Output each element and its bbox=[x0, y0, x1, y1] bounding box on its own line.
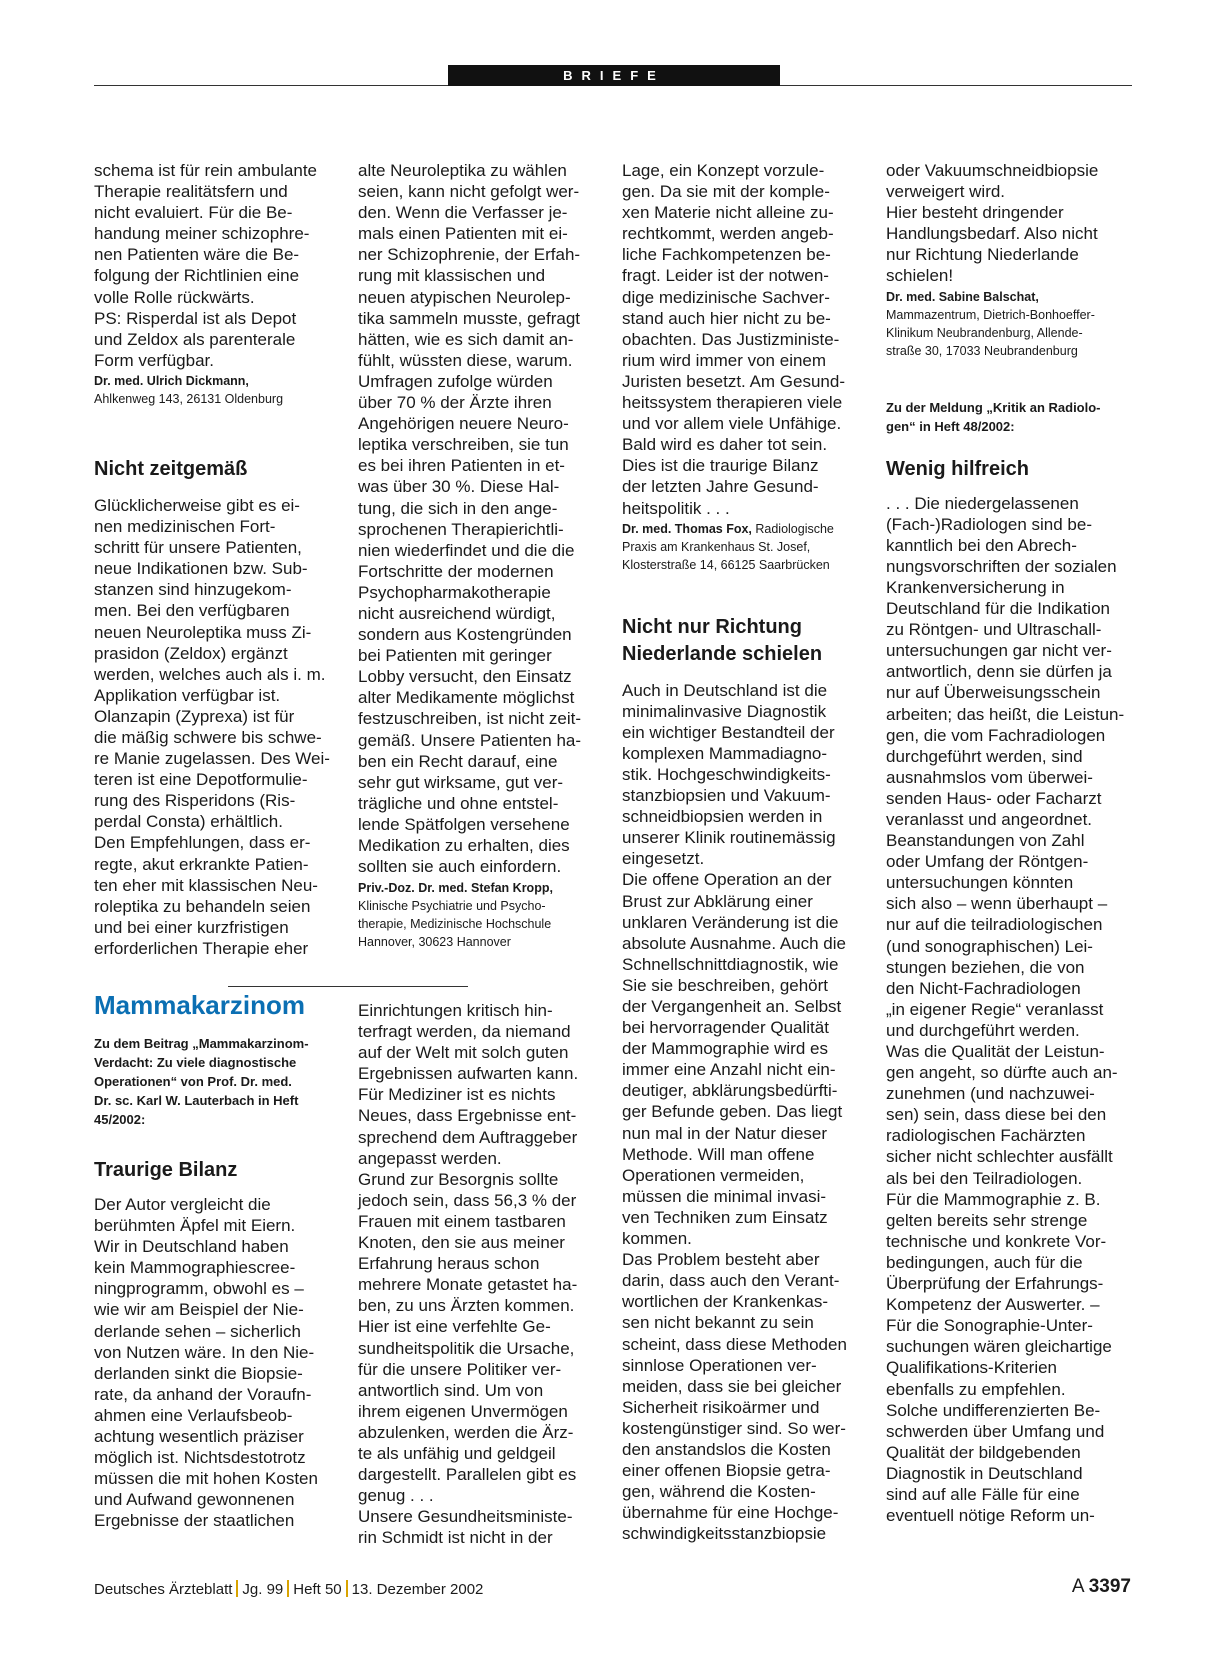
heading-wenig-hilfreich: Wenig hilfreich bbox=[886, 457, 1029, 480]
footer-separator bbox=[236, 1580, 238, 1597]
letter-traurige-bilanz-continued: Einrichtungen kritisch hin- terfragt werden, da niemand auf der Welt mit solch guten Ergebnissen aufwarten kann. Für Mediziner ist es nichts Neues, dass Ergebnisse ent- sprechend dem Auftraggeber angepasst werden. Grund zur Besorgnis sollte jedoch sein, dass 56,3 % der Frauen mit einem tastbaren Knoten, den sie aus meiner Erfahrung heraus schon mehrere Monate getastet ha- ben, zu uns Ärzten kommen. Hier ist eine verfehlte Ge- sundheitspolitik die Ursache, für die unsere Politiker ver- antwortlich sind. Um von ihrem eigenen Unvermögen abzulenken, werden die Ärz- te als unfähig und geldgeil dargestellt. Parallelen gibt es genug . . . Unsere Gesundheitsministe- rin Schmidt ist nicht in der bbox=[358, 1001, 579, 1548]
signature-kropp bbox=[358, 879, 620, 951]
section-header: BRIEFE bbox=[448, 65, 780, 86]
signature-dickmann bbox=[94, 372, 349, 408]
signature-name: Dr. med. Ulrich Dickmann, bbox=[94, 373, 249, 388]
letter-traurige-bilanz-text: Der Autor vergleicht die berühmten Äpfel mit Eiern. Wir in Deutschland haben kein Mammographiescree- ningprogramm, obwohl es – wie wir am Beispiel der Nie- derlande sehen – sicherlich von Nutzen wäre. In den Nie- derlanden sinkt die Biopsie- rate, da anhand der Voraufn- ahmen eine Verlaufsbeob- achtung wesentlich präziser möglich ist. Nichtsdestotrotz müssen die mit hohen Kosten und Aufwand gewonnenen Ergebnisse der staatlichen bbox=[94, 1195, 318, 1531]
article-reference-radiologen: Zu der Meldung „Kritik an Radiolo- gen“ in Heft 48/2002: bbox=[886, 399, 1101, 434]
letter-nicht-zeitgemaess-text: Glücklicherweise gibt es ei- nen medizinischen Fort- schritt für unsere Patienten, neue Indikationen bzw. Sub- stanzen sind hinzugekom- men. Bei den verfügbaren neuen Neuroleptika muss Zi- prasidon (Zeldox) ergänzt werden, welches auch als i. m. Applikation verfügbar ist. Olanzapin (Zyprexa) ist für die mäßig schwere bis schwe- re Manie zugelassen. Des Wei- teren ist eine Depotformulie- rung des Risperidons (Ris- perdal Consta) erhältlich. Den Empfehlungen, dass er- regte, akut erkrankte Patien- ten eher mit klassischen Neu- roleptika zu behandeln seien und bei einer kurzfristigen erforderlichen Therapie eher bbox=[94, 495, 330, 958]
letter-niederlande-text: Auch in Deutschland ist die minimalinvasive Diagnostik ein wichtiger Bestandteil der komplexen Mammadiagno- stik. Hochgeschwindigkeits- stanzbiopsien und Vakuum- schneidbiopsien werden in unserer Klinik routinemässig eingesetzt. Die offene Operation an der Brust zur Abklärung einer unklaren Veränderung ist die absolute Ausnahme. Auch die Schnellschnittdiagnostik, wie Sie sie beschreiben, gehört der Vergangenheit an. Selbst bei hervorragender Qualität der Mammographie wird es immer eine Anzahl nicht ein- deutiger, abklärungsbedürfti- ger Befunde geben. Das liegt nun mal in der Natur dieser Methode. Will man offene Operationen vermeiden, müssen die minimal invasi- ven Techniken zum Einsatz kommen. Das Problem besteht aber darin, dass auch den Verant- wortlichen der Krankenkas- sen nicht bekannt zu sein scheint, dass diese Methoden sinnlose Operationen ver- meiden, dass sie bei gleicher Sicherheit risikoärmer und kostengünstiger sind. So wer- den anstandslos die Kosten einer offenen Biopsie getra- gen, während die Kosten- übernahme für eine Hochge- schwindigkeitsstanzbiopsie bbox=[622, 680, 847, 1544]
column-2-top bbox=[358, 160, 620, 951]
heading-traurige-bilanz: Traurige Bilanz bbox=[94, 1159, 238, 1181]
page-prefix: A bbox=[1071, 1576, 1084, 1597]
column-4 bbox=[886, 160, 1136, 1526]
letter-traurige-bilanz-end: Lage, ein Konzept vorzule- gen. Da sie mit der komple- xen Materie nicht alleine zu- rechtkommt, werden angeb- liche Fachkompetenzen be- fragt. Leider ist der notwen- dige medizinische Sachver- stand auch hier nicht zu be- obachten. Das Justizministe- rium wird immer von einem Juristen besetzt. Am Gesund- heitssystem therapieren viele und vor allem viele Unfähige. Bald wird es daher tot sein. Dies ist die traurige Bilanz der letzten Jahre Gesund- heitspolitik . . . bbox=[622, 161, 845, 518]
issue: Heft 50 bbox=[293, 1581, 342, 1598]
column-3 bbox=[622, 160, 884, 1544]
signature-balschat bbox=[886, 288, 1136, 360]
journal-name: Deutsches Ärzteblatt bbox=[94, 1581, 233, 1598]
article-reference-intro: Zu dem Beitrag „Mammakarzinom- Verdacht: Zu viele diagnostische Operationen“ von Prof. Dr. med. Dr. sc. Karl W. Lauterbach in Heft 45/2002: bbox=[94, 1036, 309, 1127]
footer-citation bbox=[94, 1580, 483, 1598]
mamma-column-1 bbox=[94, 988, 334, 1532]
letter-continuation-text: schema ist für rein ambulante Therapie realitätsfern und nicht evaluiert. Für die Be- handung meiner schizophre- nen Patienten wäre die Be- folgung der Richtlinien eine volle Rolle rückwärts. PS: Risperdal ist als Depot und Zeldox als parenterale Form verfügbar. bbox=[94, 161, 317, 370]
volume: Jg. 99 bbox=[242, 1581, 284, 1598]
section-title-mammakarzinom: Mammakarzinom bbox=[94, 990, 305, 1020]
signature-address: Mammazentrum, Dietrich-Bonhoeffer- Klinikum Neubrandenburg, Allende- straße 30, 17033 Neubrandenburg bbox=[886, 307, 1095, 358]
letter-niederlande-end: oder Vakuumschneidbiopsie verweigert wird. Hier besteht dringender Handlungsbedarf. Also nicht nur Richtung Niederlande schielen! bbox=[886, 161, 1099, 286]
heading-nicht-nur-richtung: Nicht nur Richtung Niederlande schielen bbox=[622, 615, 823, 665]
signature-name: Priv.-Doz. Dr. med. Stefan Kropp, bbox=[358, 881, 553, 896]
section-divider bbox=[228, 986, 468, 987]
heading-nicht-zeitgemaess: Nicht zeitgemäß bbox=[94, 457, 248, 480]
signature-name: Dr. med. Thomas Fox, bbox=[622, 521, 752, 536]
letter-kropp-text: alte Neuroleptika zu wählen seien, kann nicht gefolgt wer- den. Wenn die Verfasser je- mals einen Patienten mit ei- ner Schizophrenie, der Erfah- rung mit klassischen und neuen atypischen Neurolep- tika sammeln musste, gefragt hätten, wie es sich damit an- fühlt, wüssten diese, warum. Umfragen zufolge würden über 70 % der Ärzte ihren Angehörigen neuere Neuro- leptika verschreiben, sie tun es bei ihren Patienten in et- was über 30 %. Diese Hal- tung, die sich in den ange- sprochenen Therapierichtli- nien wiederfindet und die die Fortschritte der modernen Psychopharmakotherapie nicht ausreichend würdigt, sondern aus Kostengründen bei Patienten mit geringer Lobby versucht, den Einsatz alter Medikamente möglichst festzuschreiben, ist nicht zeit- gemäß. Unsere Patienten ha- ben ein Recht darauf, eine sehr gut wirksame, gut ver- trägliche und ohne entstel- lende Spätfolgen versehene Medikation zu erhalten, dies sollten sie auch einfordern. bbox=[358, 161, 582, 877]
signature-address: Radiologische Praxis am Krankenhaus St. Josef, Klosterstraße 14, 66125 Saarbrücken bbox=[622, 521, 834, 572]
issue-date: 13. Dezember 2002 bbox=[351, 1581, 484, 1598]
mamma-column-2 bbox=[358, 1000, 620, 1548]
page-number-value: 3397 bbox=[1088, 1576, 1131, 1597]
signature-address: Klinische Psychiatrie und Psycho- therapie, Medizinische Hochschule Hannover, 30623 Hannover bbox=[358, 899, 552, 950]
signature-fox bbox=[622, 520, 884, 574]
page-number bbox=[1072, 1576, 1131, 1598]
signature-name: Dr. med. Sabine Balschat, bbox=[886, 289, 1039, 304]
footer-separator bbox=[287, 1580, 289, 1597]
column-1-top bbox=[94, 160, 349, 959]
footer-separator bbox=[346, 1580, 348, 1597]
letter-wenig-hilfreich-text: . . . Die niedergelassenen (Fach-)Radiologen sind be- kanntlich bei den Abrech- nungsvorschriften der sozialen Krankenversicherung in Deutschland für die Indikation zu Röntgen- und Ultraschall- untersuchungen gar nicht ver- antwortlich, denn sie dürfen ja nur auf Überweisungsschein arbeiten; das heißt, die Leistun- gen, die vom Fachradiologen durchgeführt werden, sind ausnahmslos vom überwei- senden Haus- oder Facharzt veranlasst und angeordnet. Beanstandungen von Zahl oder Umfang der Röntgen- untersuchungen könnten sich also – wenn überhaupt – nur auf die teilradiologischen (und sonographischen) Lei- stungen beziehen, die von den Nicht-Fachradiologen „in eigener Regie“ veranlasst und durchgeführt werden. Was die Qualität der Leistun- gen angeht, so dürfte auch an- zunehmen (und nachzuwei- sen) sein, dass diese bei den radiologischen Fachärzten sicher nicht schlechter ausfällt als bei den Teilradiologen. Für die Mammographie z. B. gelten bereits sehr strenge technische und konkrete Vor- bedingungen, auch für die Überprüfung der Erfahrungs- Kompetenz der Auswerter. – Für die Sonographie-Unter- suchungen wären gleichartige Qualifikations-Kriterien ebenfalls zu empfehlen. Solche undifferenzierten Be- schwerden über Umfang und Qualität der bildgebenden Diagnostik in Deutschland sind auf alle Fälle für eine eventuell nötige Reform un- bbox=[886, 493, 1125, 1526]
signature-address: Ahlkenweg 143, 26131 Oldenburg bbox=[94, 391, 284, 406]
